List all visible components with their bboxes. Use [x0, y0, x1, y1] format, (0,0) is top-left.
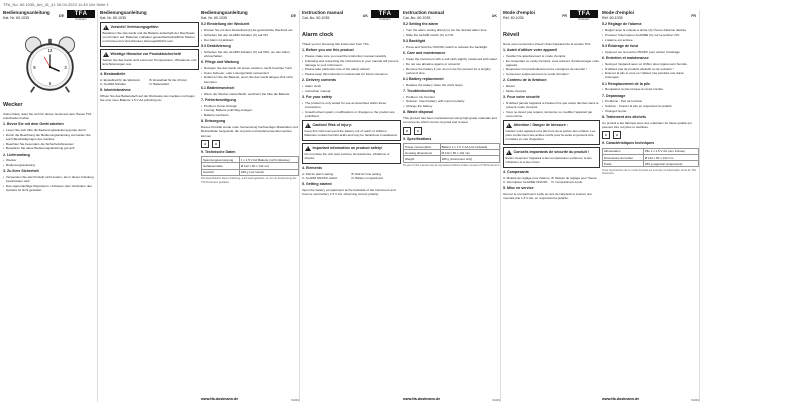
column-de-cover — [3, 10, 98, 402]
part-label: A: Dial for alarm setting — [302, 171, 334, 176]
list-item: • Solution: Insert battery with correct polarity — [403, 99, 500, 103]
list-item: • Batterie wechseln — [201, 113, 299, 117]
language-tag: FR — [691, 14, 696, 18]
list-item: • Lösung: Batterie polrichtig einlegen — [201, 108, 299, 112]
list-item: • The product is only suited for use as described within these instructions. — [302, 101, 401, 109]
fine-print: Die Reproduktion dieser Anleitung, auch auszugsweise, ist nur mit Zustimmung der TFA Dostmann gestattet. — [201, 177, 297, 184]
section-heading: 2. Delivery contents — [302, 78, 336, 83]
column-de-operation — [201, 10, 300, 402]
warning-box — [100, 22, 199, 47]
list-item: • L'alarme est activée. — [602, 38, 699, 42]
section-heading: 7. Fehlerbeseitigung — [201, 97, 236, 102]
list-item: • Problem: No function — [403, 95, 500, 99]
section-heading: 6.1 Battery replacement — [403, 76, 444, 81]
intro-text: Nous vous remercions d'avoir choisi l'appareil de la société TFA. — [503, 41, 592, 46]
catalog-number: Kat. Nr. 60.1035 — [100, 15, 126, 20]
language-tag: FR — [562, 14, 567, 18]
body-text: This product has been manufactured using high-grade materials and components which can be recycled and reused. — [403, 116, 497, 125]
fine-print: Toute reproduction de ce mode d'emploi est soumise à l'autorisation écrite de TFA Dostmann. — [602, 168, 696, 176]
catalog-number: Réf. 60.1035 — [503, 15, 524, 20]
wheelie-bin-icon: ⊠ — [403, 127, 411, 135]
list-item: • Conservez soigneusement ce mode d'emploi ! — [503, 72, 600, 76]
list-item: • Reinigen Sie das Gerät mit einem weichen, leicht feuchten Tuch. — [201, 66, 299, 70]
intro-text: Vielen Dank, dass Sie sich für dieses Gerät aus dem Hause TFA entschieden haben. — [3, 111, 92, 120]
list-item: • En respectant ce mode d'emploi, vous éviterez d'endommager votre appareil. — [503, 59, 600, 67]
section-heading: 7. Troubleshooting — [403, 88, 436, 93]
section-heading: 3. Zu Ihrer Sicherheit — [3, 169, 39, 174]
column-fr-cover — [503, 10, 600, 402]
manual-title: Bedienungsanleitung — [3, 10, 50, 15]
list-item: • Alarm clock — [302, 84, 401, 88]
list-item: • Please take particular note of the safety advice! — [302, 67, 401, 71]
column-de-safety — [100, 10, 199, 402]
alarm-clock-illustration — [20, 34, 80, 94]
notice-text: Do not place the unit near extreme temperatures, vibrations or shocks. — [304, 151, 390, 160]
catalog-number: Kat. Nr. 60.1035 — [201, 15, 227, 20]
list-item: • Schieben Sie den ALARM-Schalter (C) auf ON. — [201, 33, 299, 37]
spec-table — [201, 156, 299, 176]
part-label: D: Battery compartment — [351, 175, 384, 180]
section-heading: 6. Care and maintenance — [403, 51, 446, 56]
list-item: • Please make sure you read the instruction manual carefully. — [302, 54, 401, 58]
list-item: • Das eigenmächtige Reparieren, Umbauen oder Verändern des Gerätes ist nicht gestattet. — [3, 184, 97, 192]
section-heading: 5. Getting started — [302, 181, 332, 186]
column-fr-operation — [602, 10, 700, 402]
list-item: • Clean the instrument with a soft cloth slightly moistened with water. — [403, 57, 500, 61]
tfa-logo: TFA Dostmann — [570, 10, 598, 24]
section-heading: 5.3 Backlight — [403, 39, 426, 44]
part-label: C: Interrupteur ALARME ON/OFF — [503, 180, 548, 185]
section-heading: 3. For your safety — [302, 95, 332, 100]
language-tag: DE — [59, 14, 64, 18]
section-heading: 6. Entretien et maintenance — [602, 55, 649, 60]
list-item: • Keine Scheuer- oder Lösungsmittel verwenden! — [201, 71, 299, 75]
notice-box — [302, 143, 401, 164]
list-item: • Vous ne devez pas réparer, démonter ou modifier l'appareil par vous-même. — [503, 110, 600, 118]
body-text: Dieses Produkt wurde unter Verwendung hochwertiger Materialien und Bestandteile hergestellt, die recycelt und wiederverwendet werden können. — [201, 125, 298, 138]
warning-icon — [305, 123, 311, 128]
section-heading: 1. Before you use this product — [302, 47, 354, 52]
notice-box — [100, 49, 199, 70]
part-label: C: ALARM-Schalter — [100, 82, 127, 87]
list-item: • Schieben Sie den ALARM-Schalter (C) auf OFF, um den Alarm abzuschalten. — [201, 50, 299, 58]
section-heading: 4. Composants — [503, 170, 529, 175]
svg-text:3: 3 — [64, 65, 67, 71]
section-heading: 4. Bestandteile — [100, 72, 126, 77]
battery-disposal-icon: ⊠ — [212, 140, 220, 148]
notice-title: Wichtige Hinweise zur Produktsicherheit! — [110, 51, 182, 56]
product-heading: Alarm clock — [302, 32, 334, 39]
section-heading: 5.2 Einstellung der Weckzeit — [201, 22, 250, 27]
product-heading: Réveil — [503, 32, 520, 39]
section-heading: 5.3 Éclairage de fond — [602, 43, 638, 48]
spec-table — [602, 148, 699, 168]
warning-icon — [103, 52, 109, 57]
body-text: Ouvrez le compartiment à pile au dos de l'appareil et insérez une nouvelle pile 1,5 V AA, en respectant la polarité. — [503, 191, 592, 201]
list-item: • Unauthorized repairs, modifications or changes to the product are prohibited. — [302, 110, 401, 118]
page-number: 04/23 — [291, 397, 299, 402]
section-heading: 5. Mise en service — [503, 186, 534, 191]
section-heading: 6. Pflege und Wartung — [201, 60, 239, 65]
list-item: • N'utilisez jamais l'appareil à d'autres fins que celles décrites dans le présent mode d'emploi. — [503, 101, 600, 109]
list-item: • Réglez avec la molette à droite (A) l'heure d'alarme désirée. — [602, 28, 699, 32]
warning-text: Bewahren Sie das Gerät und die Batterie außerhalb der Reichweite von Kindern auf. Batterien enthalten gesundheitsschädliche Säuren und können bei Verschlucken lebensgefährlich sein. — [102, 30, 195, 44]
warning-icon — [506, 123, 512, 128]
list-item: • Beachten Sie besonders die Sicherheitshinweise! — [3, 142, 97, 146]
tfa-logo: TFA Dostmann — [67, 10, 95, 24]
section-heading: 6.1 Batteriewechsel — [201, 85, 235, 90]
list-item: • Instruction manual — [302, 89, 401, 93]
list-item: • Poussez l'interrupteur ALARME (C) sur la position ON. — [602, 33, 699, 37]
list-item: • Lesen Sie sich bitte die Bedienungsanleitung genau durch. — [3, 128, 97, 132]
list-item: • Problem: Keine Anzeige — [201, 104, 299, 108]
section-heading: 1. Bevor Sie mit dem Gerät arbeiten — [3, 122, 64, 127]
section-heading: 6.1 Remplacement de la pile — [602, 81, 650, 86]
table-row: Dimensions du boîtier Ø 112 x 60 x 142 mm — [603, 154, 699, 160]
list-item: • Press and hold the ON/OFF switch to activate the backlight. — [403, 45, 500, 49]
language-tag: UK — [362, 14, 368, 18]
warning-title: Caution! Risk of injury: — [312, 122, 353, 127]
part-label: B: Molette de réglage pour l'heure — [551, 176, 597, 181]
table-row: Housing dimensions Ø 112 x 60 x 142 mm — [404, 150, 500, 156]
product-heading: Wecker — [3, 102, 23, 109]
list-item: • Mode d'emploi — [503, 89, 600, 93]
table-row: Gehäusemaße Ø 112 x 60 x 142 mm — [202, 163, 299, 169]
notice-title: Important information on product safety! — [312, 145, 383, 150]
list-item: • Turn the alarm setting dial (A) to set the desired alarm time. — [403, 28, 500, 32]
manual-title: Instruction manual — [403, 10, 445, 15]
fine-print: No part of this manual may be reproduced without written consent of TFA Dostmann. — [403, 164, 500, 168]
svg-text:9: 9 — [33, 65, 36, 71]
list-item: • Nettoyez l'appareil avec un chiffon doux légèrement humide. — [602, 62, 699, 66]
part-label: D: Compartiment à pile — [551, 180, 583, 185]
part-label: D: Batteriefach — [149, 82, 170, 87]
manual-title: Mode d'emploi — [602, 10, 634, 15]
list-item: • Réveil — [503, 84, 600, 88]
section-heading: 4. Elements — [302, 166, 322, 171]
wheelie-bin-icon: ⊠ — [201, 140, 209, 148]
list-item: • Verwenden Sie das Produkt nicht anders, als in dieser Anleitung beschrieben wird. — [3, 175, 97, 183]
section-heading: 9. Specifications — [403, 136, 432, 141]
list-item: • Change the battery — [403, 104, 500, 108]
notice-title: Conseils importants de sécurité du produit ! — [513, 149, 589, 154]
list-item: • Drehen Sie mit dem Einstellrad (A) die gewünschte Weckzeit ein. — [201, 28, 299, 32]
list-item: • Der Alarm ist aktiviert. — [201, 38, 299, 42]
warning-box — [503, 120, 600, 145]
manual-title: Bedienungsanleitung — [201, 10, 248, 15]
warning-icon — [305, 146, 311, 151]
manual-title: Mode d'emploi — [503, 10, 535, 15]
manual-title: Instruction manual — [302, 10, 344, 15]
table-row: Poids 189 g (appareil uniquement) — [603, 161, 699, 167]
list-item: • Durch die Beachtung der Bedienungsanleitung vermeiden Sie auch Beschädigungen des Gerätes. — [3, 133, 97, 141]
footer-url: www.tfa-dostmann.de — [602, 397, 640, 402]
list-item: • Bedienungsanleitung — [3, 163, 97, 167]
section-heading: 5. Inbetriebnahme — [100, 88, 131, 93]
wheelie-bin-icon: ⊠ — [602, 131, 610, 139]
notice-box — [503, 147, 600, 168]
section-heading: 8. Entsorgung — [201, 119, 226, 124]
list-item: • Wecker — [3, 158, 97, 162]
battery-disposal-icon: ⊠ — [613, 131, 621, 139]
list-item: • Please keep this instruction manual safe for future reference. — [302, 72, 401, 76]
manual-title: Bedienungsanleitung — [100, 10, 147, 15]
list-item: • Respectez tout particulièrement les consignes de sécurité ! — [503, 67, 600, 71]
body-text: Öffnen Sie das Batteriefach auf der Rückseite des Gerätes und legen Sie eine neue Batterie 1,5 V AA polrichtig ein. — [100, 93, 195, 103]
table-row: Gewicht 189 g (nur Gerät) — [202, 169, 299, 175]
section-heading: 8. Waste disposal — [403, 110, 434, 115]
body-text: Open the battery compartment at the backside of the instrument and insert a new battery 1.5 V AA, observing correct polarity. — [302, 187, 396, 196]
intro-text: Thank you for choosing this instrument from TFA. — [302, 41, 370, 46]
list-item: • Appuyez sur la touche ON/OFF pour activer l'éclairage. — [602, 50, 699, 54]
list-item: • Enlevez la pile si vous ne l'utilisez pas pendant une durée prolongée. — [602, 71, 699, 79]
part-label: B: Dial for time setting — [351, 171, 381, 176]
table-row: Power consumption Battery 1 x 1.5 V AA (not included) — [404, 143, 500, 149]
footer-url: www.tfa-dostmann.de — [201, 397, 239, 402]
column-uk-cover — [302, 10, 401, 402]
warning-text: Keep this instrument and the battery out of reach of children. Batteries contain harmful acids and may be hazardous if swallowed. — [304, 128, 398, 137]
section-heading: 3. Pour votre sécurité — [503, 95, 540, 100]
disposal-symbols — [201, 140, 299, 148]
notice-text: Évitez d'exposer l'appareil à des températures extrêmes, à des vibrations et à des chocs. — [505, 155, 592, 165]
warning-text: Gardez votre appareil et la pile hors de la portée des enfants. Les piles contiennent des acides nocifs pour la santé et peuvent être mortelles en cas d'ingestion. — [505, 128, 596, 142]
print-header-strip: TFA_No. 60.1035_Ani_41_41 05.04.2023 11:49 Uhr Seite 1 — [3, 2, 109, 7]
section-heading: 5.2 Réglage de l'alarme — [602, 22, 642, 27]
list-item: • Slide the ALARM switch (C) to ON. — [403, 33, 500, 37]
list-item: • Entfernen Sie die Batterie, wenn Sie das Gerät längere Zeit nicht benutzen. — [201, 75, 299, 83]
catalog-number: Cat.-No. 60.1035 — [403, 15, 431, 20]
body-text: Ce produit a été fabriqué avec des matériaux de haute qualité qui peuvent être recyclés et réutilisés. — [602, 121, 692, 130]
list-item: • Following and respecting the instructions in your manual will prevent damage to your instrument. — [302, 59, 401, 67]
warning-icon — [103, 25, 109, 30]
part-label: B: Einstellrad für die Uhrzeit — [149, 78, 187, 83]
table-row: Spannungsversorgung 1 x 1,5 V AA Batterie (nicht inklusive) — [202, 157, 299, 163]
list-item: • Bewahren Sie diese Bedienungsanleitung gut auf! — [3, 146, 97, 150]
footer-url: www.tfa-dostmann.de — [403, 397, 441, 402]
section-heading: 9. Caractéristiques techniques — [602, 141, 655, 146]
language-tag: DE — [291, 14, 296, 18]
list-item: • Problème : Pas de fonction — [602, 99, 699, 103]
column-uk-operation — [403, 10, 501, 402]
disposal-symbols — [602, 131, 699, 139]
warning-box — [302, 120, 401, 141]
language-tag: UK — [491, 14, 497, 18]
section-heading: 7. Dépannage — [602, 93, 626, 98]
tfa-logo: TFA Dostmann — [371, 10, 399, 24]
spec-table — [403, 143, 500, 163]
list-item: • Solution : Insérez la pile en respectant la polarité — [602, 104, 699, 108]
section-heading: 5.3 Deaktivierung — [201, 43, 231, 48]
part-label: A: Einstellrad für die Weckzeit — [100, 78, 140, 83]
catalog-number: Réf. 60.1035 — [602, 15, 623, 20]
list-item: • Remove the battery if you do not use the product for a lengthy period of time. — [403, 67, 500, 75]
battery-disposal-icon: ⊠ — [414, 127, 422, 135]
list-item: • Veuillez lire attentivement le mode d'emploi. — [503, 54, 600, 58]
part-label: C: ALARM ON/OFF switch — [302, 175, 338, 180]
list-item: • Do not use abrasive agents or solvents! — [403, 62, 500, 66]
disposal-symbols — [403, 127, 500, 135]
page-number: 04/23 — [492, 397, 500, 402]
warning-title: Attention ! Danger de blessure : — [513, 122, 569, 127]
section-heading: 5.2 Setting the alarm — [403, 22, 439, 27]
notice-text: Setzen Sie das Gerät nicht extremen Temperaturen, Vibrationen und Erschütterungen aus. — [102, 57, 197, 67]
page-number: 04/23 — [691, 397, 699, 402]
table-row: Weight 189 g (instrument only) — [404, 156, 500, 162]
svg-text:12: 12 — [47, 48, 53, 54]
list-item: • Changez la pile — [602, 109, 699, 113]
table-row: Alimentation Pile 1 x 1,5 V AA (non incluse) — [603, 148, 699, 154]
list-item: • N'utilisez pas de produits abrasifs ou de solvants ! — [602, 67, 699, 71]
list-item: • Wenn der Wecker stehenbleibt, wechseln Sie bitte die Batterie. — [201, 92, 299, 96]
section-heading: 8. Traitement des déchets — [602, 115, 646, 120]
section-heading: 2. Contenu de la livraison — [503, 78, 547, 83]
warning-title: Vorsicht! Verletzungsgefahr: — [110, 24, 160, 29]
section-heading: 1. Avant d'utiliser votre appareil — [503, 47, 558, 52]
list-item: • Remplacez la pile lorsque le réveil s'arrête. — [602, 87, 699, 91]
catalog-number: Kat. Nr. 60.1035 — [3, 15, 29, 20]
list-item: • Replace the battery when the clock stops. — [403, 83, 500, 87]
part-label: A: Molette de réglage pour l'alarme — [503, 176, 550, 181]
catalog-number: Cat.-No. 60.1035 — [302, 15, 330, 20]
warning-icon — [506, 150, 512, 155]
svg-text:6: 6 — [48, 81, 52, 87]
section-heading: 9. Technische Daten — [201, 149, 236, 154]
section-heading: 2. Lieferumfang — [3, 152, 30, 157]
